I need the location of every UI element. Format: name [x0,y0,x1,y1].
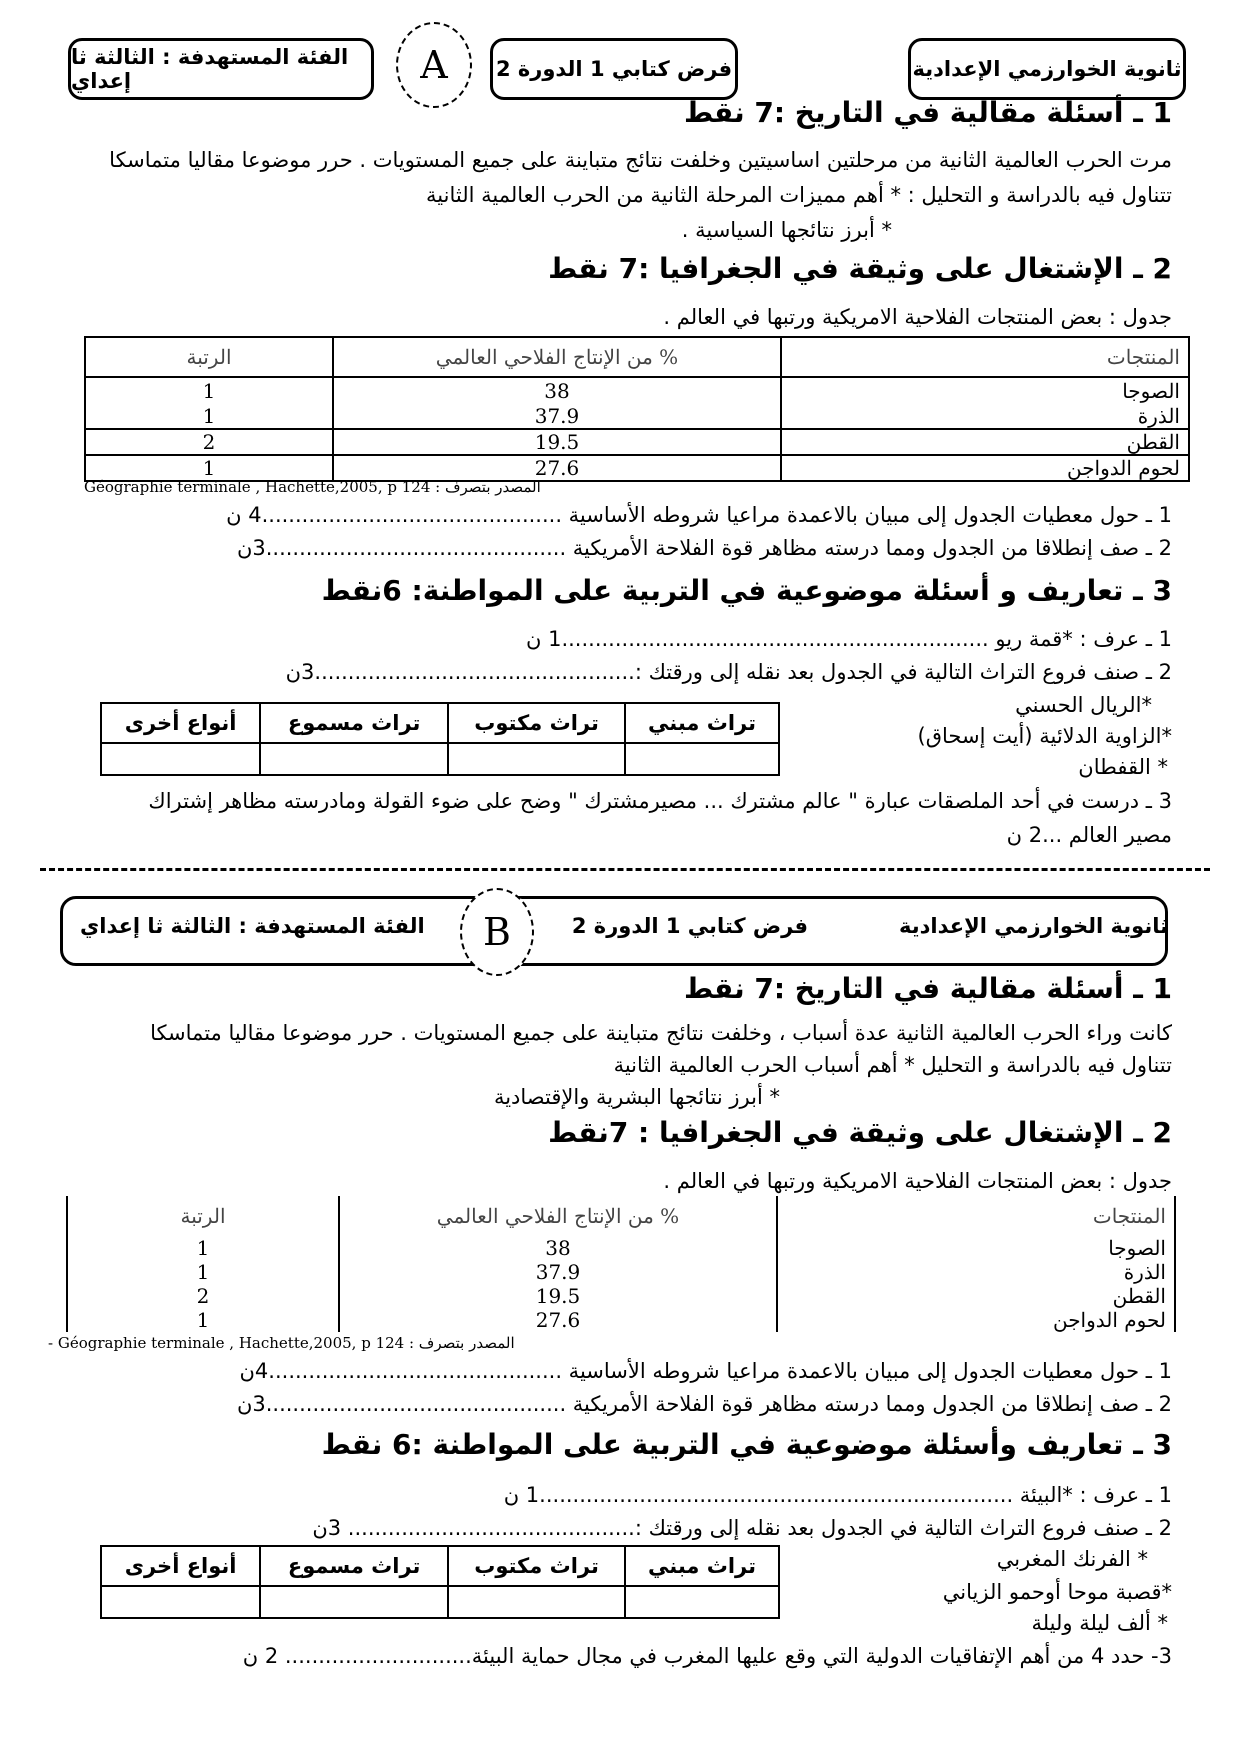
header-exam: فرض كتابي 1 الدورة 2 [571,914,808,938]
table-cell: 1 [202,403,216,428]
table-cell: الذرة [781,403,1189,429]
q1-line3: * أبرز نتائجها السياسية . [681,218,892,242]
table-cell: الذرة [777,1260,1175,1284]
q3-1: 1 ـ عرف : *البيئة .......................................................................1 ن [503,1483,1172,1507]
heritage-item: * ألف ليلة وليلة [1031,1611,1168,1635]
heritage-cell [101,743,260,775]
heritage-header: تراث مبني [625,703,779,743]
table-cell: 2 [196,1284,210,1308]
heritage-item: * الفرنك المغربي [996,1547,1148,1571]
table-cell: 27.6 [339,1308,777,1332]
table-cell: لحوم الدواجن [781,455,1189,481]
agri-table [84,336,1190,482]
q1-line1: كانت وراء الحرب العالمية الثانية عدة أسباب ، وخلفت نتائج متباينة على جميع المستويات . حرر موضوعا مقاليا متماسكا [150,1021,1172,1045]
q1-line2: تتناول فيه بالدراسة و التحليل : * أهم مميزات المرحلة الثانية من الحرب العالمية الثانية [426,183,1172,207]
th-products: المنتجات [777,1196,1175,1236]
heritage-cell [448,743,625,775]
cut-line [40,868,1210,871]
table-cell: القطن [781,429,1189,455]
heritage-cell [448,1586,625,1618]
heritage-header: أنواع أخرى [101,703,260,743]
q1-title: 1 ـ أسئلة مقالية في التاريخ :7 نقط [683,972,1172,1005]
q2-2: 2 ـ صف إنطلاقا من الجدول ومما درسته مظاهر قوة الفلاحة الأمريكية .............................................3ن [236,536,1172,560]
table-cell: القطن [777,1284,1175,1308]
q3-2: 2 ـ صنف فروع التراث التالية في الجدول بعد نقله إلى ورقتك :................................................3ن [285,660,1172,684]
table-cell: 37.9 [333,403,781,429]
heritage-item: *الريال الحسني [1015,693,1152,717]
q2-2: 2 ـ صف إنطلاقا من الجدول ومما درسته مظاهر قوة الفلاحة الأمريكية .............................................3ن [236,1392,1172,1416]
heritage-header: أنواع أخرى [101,1546,260,1586]
table-cell: 2 [202,430,216,454]
header-level: الفئة المستهدفة : الثالثة ثا إعداي [80,914,425,938]
heritage-cell [625,743,779,775]
heritage-cell [260,1586,448,1618]
q2-intro: جدول : بعض المنتجات الفلاحية الامريكية ورتبها في العالم . [663,1169,1172,1193]
table-cell: 1 [196,1236,210,1260]
table-cell: 38 [339,1236,777,1260]
header-school: ثانوية الخوارزمي الإعدادية [899,914,1168,938]
table-source: - Géographie terminale , Hachette,2005, p 124 : المصدر بتصرف [48,1334,515,1352]
table-cell: 1 [196,1308,210,1332]
q3-3-end: مصير العالم ...2 ن [1006,823,1172,847]
table-cell: الصوجا [777,1236,1175,1260]
q2-1: 1 ـ حول معطيات الجدول إلى مبيان بالاعمدة مراعيا شروطه الأساسية ............................................4ن [239,1359,1172,1383]
q2-title: 2 ـ الإشتغال على وثيقة في الجغرافيا :7 نقط [548,252,1172,285]
q3-title: 3 ـ تعاريف و أسئلة موضوعية في التربية على المواطنة: 6نقط [321,574,1172,607]
q3-3: 3 ـ درست في أحد الملصقات عبارة " عالم مشترك ... مصيرمشترك " وضح على ضوء القولة ومادرسته مظاهر إشتراك [148,789,1172,813]
table-cell: 1 [196,1260,210,1284]
heritage-cell [260,743,448,775]
th-percent: % من الإنتاج الفلاحي العالمي [339,1196,777,1236]
heritage-header: تراث مبني [625,1546,779,1586]
table-cell: 1 [202,378,216,403]
version-badge: A [396,22,472,108]
q1-line1: مرت الحرب العالمية الثانية من مرحلتين اساسيتين وخلفت نتائج متباينة على جميع المستويات . حرر موضوعا مقاليا متماسكا [109,148,1172,172]
table-cell: 38 [333,377,781,403]
q2-1: 1 ـ حول معطيات الجدول إلى مبيان بالاعمدة مراعيا شروطه الأساسية .............................................4 ن [226,503,1172,527]
q1-line2: تتناول فيه بالدراسة و التحليل * أهم أسباب الحرب العالمية الثانية [613,1053,1172,1077]
table-cell: 27.6 [333,455,781,481]
th-rank: الرتبة [186,345,232,369]
th-rank: الرتبة [180,1204,226,1228]
header-school: ثانوية الخوارزمي الإعدادية [908,38,1186,100]
heritage-header: تراث مسموع [260,703,448,743]
heritage-table [100,702,780,776]
table-cell: الصوجا [781,377,1189,403]
heritage-header: تراث مكتوب [448,703,625,743]
header-level: الفئة المستهدفة : الثالثة ثا إعداي [68,38,374,100]
heritage-table [100,1545,780,1619]
header-exam: فرض كتابي 1 الدورة 2 [490,38,738,100]
table-cell: 37.9 [339,1260,777,1284]
table-cell: 19.5 [333,429,781,455]
table-cell: 19.5 [339,1284,777,1308]
q1-line3: * أبرز نتائجها البشرية والإقتصادية [493,1085,780,1109]
agri-table [66,1196,1176,1332]
q3-1: 1 ـ عرف : *قمة ريو ................................................................1 ن [525,627,1172,651]
heritage-cell [625,1586,779,1618]
q3-2: 2 ـ صنف فروع التراث التالية في الجدول بعد نقله إلى ورقتك :........................................... 3ن [312,1516,1172,1540]
heritage-header: تراث مكتوب [448,1546,625,1586]
q1-title: 1 ـ أسئلة مقالية في التاريخ :7 نقط [683,96,1172,129]
q2-intro: جدول : بعض المنتجات الفلاحية الامريكية ورتبها في العالم . [663,305,1172,329]
q3-3: 3- حدد 4 من أهم الإتفاقيات الدولية التي وقع عليها المغرب في مجال حماية البيئة............................ 2 ن [242,1644,1172,1668]
heritage-item: * القفطان [1078,755,1168,779]
q2-title: 2 ـ الإشتغال على وثيقة في الجغرافيا : 7نقط [548,1116,1172,1149]
heritage-header: تراث مسموع [260,1546,448,1586]
table-cell: 1 [202,456,216,480]
table-source: Géographie terminale , Hachette,2005, p 124 : المصدر بتصرف [84,478,541,496]
th-products: المنتجات [781,337,1189,377]
heritage-item: *الزاوية الدلائية (أيت إسحاق) [917,724,1172,748]
table-cell: لحوم الدواجن [777,1308,1175,1332]
heritage-cell [101,1586,260,1618]
version-badge: B [460,888,534,976]
heritage-item: *قصبة موحا أوحمو الزياني [942,1580,1172,1604]
q3-title: 3 ـ تعاريف وأسئلة موضوعية في التربية على المواطنة :6 نقط [321,1428,1172,1461]
th-percent: % من الإنتاج الفلاحي العالمي [333,337,781,377]
